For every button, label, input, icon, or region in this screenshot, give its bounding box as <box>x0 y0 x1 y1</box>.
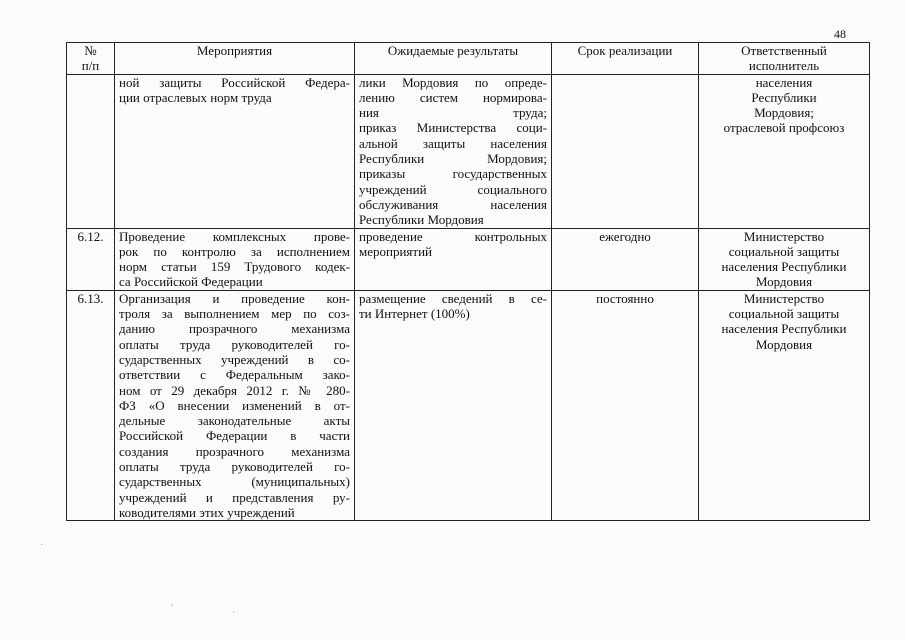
measures-table <box>66 42 870 521</box>
row-number <box>67 74 115 228</box>
events-line: ции отраслевых норм труда <box>119 89 272 105</box>
events-line: троля за выполнением мер по соз- <box>119 306 350 322</box>
scan-mark: · <box>170 601 174 612</box>
results-cell <box>355 228 552 290</box>
responsible-line: Республики <box>751 89 817 105</box>
events-line: сударственных (муниципальных) <box>119 474 350 490</box>
row-number: 6.13. <box>67 290 115 520</box>
results-line: приказы государственных <box>359 166 547 182</box>
table-row <box>67 290 870 520</box>
events-line: данию прозрачного механизма <box>119 321 350 337</box>
header-results: Ожидаемые результаты <box>355 43 552 75</box>
responsible-cell <box>699 228 870 290</box>
results-cell <box>355 74 552 228</box>
results-line: размещение сведений в се- <box>359 290 547 306</box>
results-line: лики Мордовия по опреде- <box>359 74 547 90</box>
responsible-line: Мордовия; <box>754 105 814 121</box>
table-row <box>67 74 870 228</box>
page-number: 48 <box>834 27 846 41</box>
events-line: рок по контролю за исполнением <box>119 243 350 259</box>
events-line: дельные законодательные акты <box>119 413 350 429</box>
responsible-line: социальной защиты <box>728 306 840 322</box>
responsible-cell <box>699 290 870 520</box>
events-line: ководителями этих учреждений <box>119 504 295 520</box>
term-cell <box>552 74 699 228</box>
responsible-line: Министерство <box>743 290 825 306</box>
responsible-line: Мордовия <box>755 274 813 290</box>
events-cell <box>115 74 355 228</box>
events-line: учреждений и представления ру- <box>119 489 350 505</box>
results-line: мероприятий <box>359 243 432 259</box>
results-line: обслуживания населения <box>359 196 547 212</box>
responsible-line: населения Республики <box>721 321 847 337</box>
responsible-line: населения Республики <box>721 259 847 275</box>
responsible-line: социальной защиты <box>728 243 840 259</box>
term-cell: постоянно <box>552 290 699 520</box>
term-cell: ежегодно <box>552 228 699 290</box>
results-line: альной защиты населения <box>359 135 547 151</box>
events-line: Российской Федерации в части <box>119 428 350 444</box>
events-line: норм статьи 159 Трудового кодек- <box>119 259 350 275</box>
scan-mark: · <box>232 608 236 619</box>
header-num: № п/п <box>67 43 115 75</box>
results-line: Республики Мордовия; <box>359 151 547 167</box>
results-cell <box>355 290 552 520</box>
table-row <box>67 228 870 290</box>
results-line: Республики Мордовия <box>359 212 484 228</box>
results-line: ти Интернет (100%) <box>359 306 470 322</box>
responsible-line: Министерство <box>743 228 825 244</box>
events-line: ной защиты Российской Федера- <box>119 74 350 90</box>
results-line: лению систем нормирова- <box>359 89 547 105</box>
events-cell <box>115 228 355 290</box>
results-line: ния труда; <box>359 105 547 121</box>
scan-mark: · <box>40 540 44 551</box>
responsible-line: Мордовия <box>755 336 813 352</box>
table-header-row <box>67 43 870 75</box>
events-line: ответствии с Федеральным зако- <box>119 367 350 383</box>
row-number: 6.12. <box>67 228 115 290</box>
header-responsible: Ответственный исполнитель <box>699 43 870 75</box>
events-line: ном от 29 декабря 2012 г. № 280- <box>119 382 350 398</box>
events-line: Проведение комплексных прове- <box>119 228 350 244</box>
events-line: оплаты труда руководителей го- <box>119 459 350 475</box>
results-line: проведение контрольных <box>359 228 547 244</box>
events-line: ФЗ «О внесении изменений в от- <box>119 397 350 413</box>
events-line: Организация и проведение кон- <box>119 290 350 306</box>
events-line: са Российской Федерации <box>119 274 263 290</box>
events-line: создания прозрачного механизма <box>119 443 350 459</box>
header-events: Мероприятия <box>115 43 355 75</box>
events-line: оплаты труда руководителей го- <box>119 336 350 352</box>
events-line: сударственных учреждений в со- <box>119 351 350 367</box>
results-line: учреждений социального <box>359 181 547 197</box>
events-cell <box>115 290 355 520</box>
responsible-line: отраслевой профсоюз <box>723 120 845 136</box>
responsible-line: населения <box>755 74 813 90</box>
results-line: приказ Министерства соци- <box>359 120 547 136</box>
responsible-cell <box>699 74 870 228</box>
header-term: Срок реализации <box>552 43 699 75</box>
